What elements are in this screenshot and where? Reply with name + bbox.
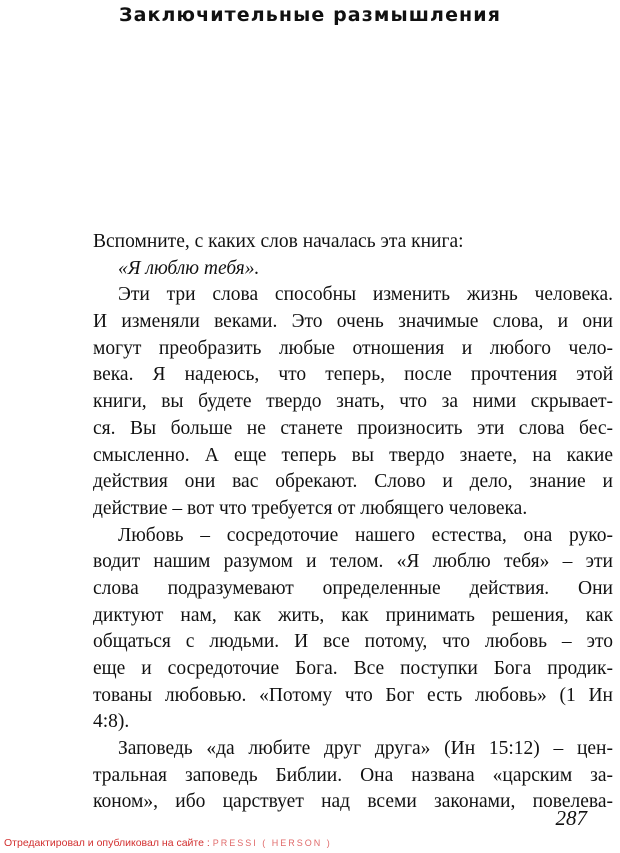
watermark — [4, 837, 332, 849]
text-line: тральная заповедь Библии. Она названа «царским за- — [93, 764, 613, 786]
text-line: диктуют нам, как жить, как принимать решения, как — [93, 604, 613, 626]
text-line: И изменяли веками. Это очень значимые слова, и они — [93, 311, 613, 333]
text-line: слова подразумевают определенные действия. Они — [93, 577, 613, 599]
text-line-quote: «Я люблю тебя». — [118, 257, 260, 279]
text-line: 4:8). — [93, 711, 130, 733]
text-line: книги, вы будете твердо знать, что за ними скрывает- — [93, 391, 613, 413]
text-line: действие – вот что требуется от любящего человека. — [93, 497, 528, 519]
text-line: коном», ибо царствует над всеми законами, повелева- — [93, 791, 613, 813]
text-line: смысленно. А еще теперь вы твердо знаете, на какие — [93, 444, 613, 466]
text-line: Вспомните, с каких слов началась эта книга: — [93, 231, 464, 252]
text-line: общаться с людьми. И все потому, что любовь – это — [93, 631, 613, 653]
text-line: Заповедь «да любите друг друга» (Ин 15:12) – цен- — [118, 738, 613, 760]
chapter-header: Заключительные размышления — [119, 4, 501, 26]
text-line: еще и сосредоточие Бога. Все поступки Бога продик- — [93, 658, 613, 679]
watermark-text: Отредактировал и опубликовал на сайте : — [4, 837, 213, 849]
text-line: Любовь – сосредоточие нашего естества, она руко- — [118, 524, 613, 546]
text-line: водит нашим разумом и телом. «Я люблю тебя» – эти — [93, 551, 613, 573]
text-line: могут преобразить любые отношения и любого чело- — [93, 337, 613, 359]
watermark-site: PRESSI ( HERSON ) — [212, 838, 332, 848]
text-line: ся. Вы больше не станете произносить эти слова бес- — [93, 417, 613, 439]
page-number: 287 — [555, 806, 587, 830]
text-line: Эти три слова способны изменить жизнь человека. — [118, 284, 613, 306]
text-line: тованы любовью. «Потому что Бог есть любовь» (1 Ин — [93, 684, 613, 706]
text-line: действия они вас обрекают. Слово и дело, знание и — [93, 471, 613, 493]
text-line: века. Я надеюсь, что теперь, после прочтения этой — [93, 364, 613, 386]
body-text — [93, 229, 613, 816]
